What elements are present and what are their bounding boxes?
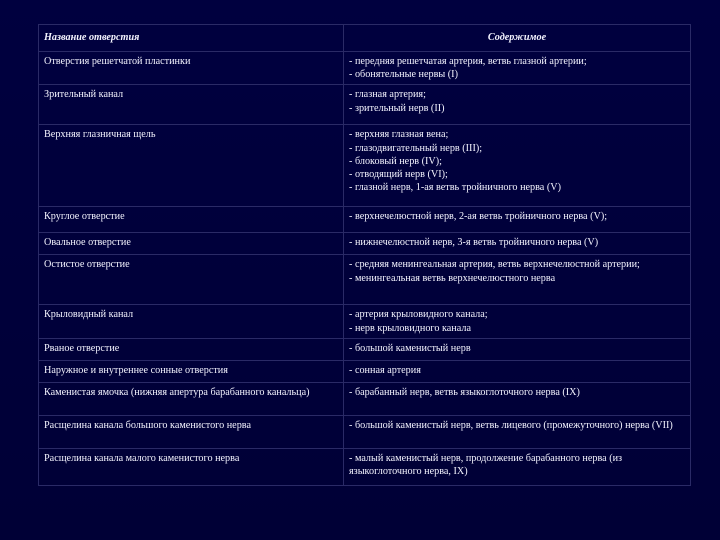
table-row — [39, 382, 691, 415]
table-row — [39, 305, 691, 338]
opening-name: Верхняя глазничная щель — [44, 129, 156, 141]
contents-line: - средняя менингеальная артерия, ветвь верхнечелюстной артерии; — [349, 259, 640, 271]
contents-cell — [344, 415, 691, 448]
contents-cell — [344, 85, 691, 125]
opening-name: Остистое отверстие — [44, 259, 130, 271]
opening-name: Отверстия решетчатой пластинки — [44, 56, 191, 67]
contents-line: - барабанный нерв, ветвь языкоглоточного нерва (IX) — [349, 386, 580, 398]
contents-cell — [344, 338, 691, 360]
contents-cell — [344, 207, 691, 233]
contents-line: - верхнечелюстной нерв, 2-ая ветвь тройничного нерва (V); — [349, 211, 608, 223]
contents-line: - глазодвигательный нерв (III); — [349, 142, 483, 154]
table-row — [39, 415, 691, 448]
contents-line: - нерв крыловидного канала — [349, 322, 471, 334]
contents-cell — [344, 255, 691, 305]
opening-name: Расщелина канала большого каменистого нерва — [44, 419, 251, 431]
opening-name: Рваное отверстие — [44, 342, 120, 354]
opening-name: Каменистая ямочка (нижняя апертура барабанного канальца) — [44, 386, 310, 398]
opening-name-cell — [39, 448, 344, 485]
table-row — [39, 207, 691, 233]
table-row — [39, 85, 691, 125]
contents-line: - зрительный нерв (II) — [349, 102, 445, 114]
opening-name-cell — [39, 415, 344, 448]
opening-name-cell — [39, 255, 344, 305]
contents-line: - нижнечелюстной нерв, 3-я ветвь тройничного нерва (V) — [349, 237, 599, 249]
contents-line: - передняя решетчатая артерия, ветвь глазной артерии; — [349, 56, 587, 67]
contents-cell — [344, 360, 691, 382]
contents-cell — [344, 52, 691, 85]
foramina-table — [38, 24, 691, 486]
header-contents: Содержимое — [344, 25, 691, 52]
contents-line: - большой каменистый нерв, ветвь лицевого (промежуточного) нерва (VII) — [349, 419, 673, 431]
contents-line: - менингеальная ветвь верхнечелюстного нерва — [349, 272, 556, 284]
contents-cell — [344, 305, 691, 338]
table-row — [39, 255, 691, 305]
contents-line: - верхняя глазная вена; — [349, 129, 449, 141]
table-row — [39, 448, 691, 485]
contents-line: - артерия крыловидного канала; — [349, 309, 488, 321]
contents-line: - глазная артерия; — [349, 89, 426, 101]
opening-name: Наружное и внутреннее сонные отверстия — [44, 364, 228, 376]
table-row — [39, 360, 691, 382]
contents-line: - малый каменистый нерв, продолжение барабанного нерва (из языкоглоточного нерва, IX) — [349, 452, 623, 478]
table-row — [39, 338, 691, 360]
contents-line: - обонятельные нервы (I) — [349, 69, 458, 81]
opening-name-cell — [39, 382, 344, 415]
contents-line: - сонная артерия — [349, 364, 421, 376]
opening-name: Круглое отверстие — [44, 211, 125, 223]
table-row — [39, 52, 691, 85]
opening-name-cell — [39, 360, 344, 382]
opening-name-cell — [39, 233, 344, 255]
opening-name: Расщелина канала малого каменистого нерва — [44, 452, 240, 464]
opening-name-cell — [39, 338, 344, 360]
table-body — [39, 52, 691, 486]
table-row — [39, 125, 691, 207]
contents-line: - большой каменистый нерв — [349, 342, 471, 354]
opening-name-cell — [39, 52, 344, 85]
contents-cell — [344, 233, 691, 255]
contents-cell — [344, 448, 691, 485]
table-header-row — [39, 25, 691, 52]
opening-name: Зрительный канал — [44, 89, 124, 101]
opening-name-cell — [39, 85, 344, 125]
opening-name-cell — [39, 305, 344, 338]
header-opening-name: Название отверстия — [39, 25, 344, 52]
contents-line: - блоковый нерв (IV); — [349, 155, 443, 167]
opening-name-cell — [39, 125, 344, 207]
opening-name-cell — [39, 207, 344, 233]
table-row — [39, 233, 691, 255]
contents-line: - отводящий нерв (VI); — [349, 169, 448, 181]
contents-cell — [344, 125, 691, 207]
opening-name: Крыловидный канал — [44, 309, 134, 321]
contents-cell — [344, 382, 691, 415]
opening-name: Овальное отверстие — [44, 237, 131, 249]
contents-line: - глазной нерв, 1-ая ветвь тройничного нерва (V) — [349, 182, 562, 194]
